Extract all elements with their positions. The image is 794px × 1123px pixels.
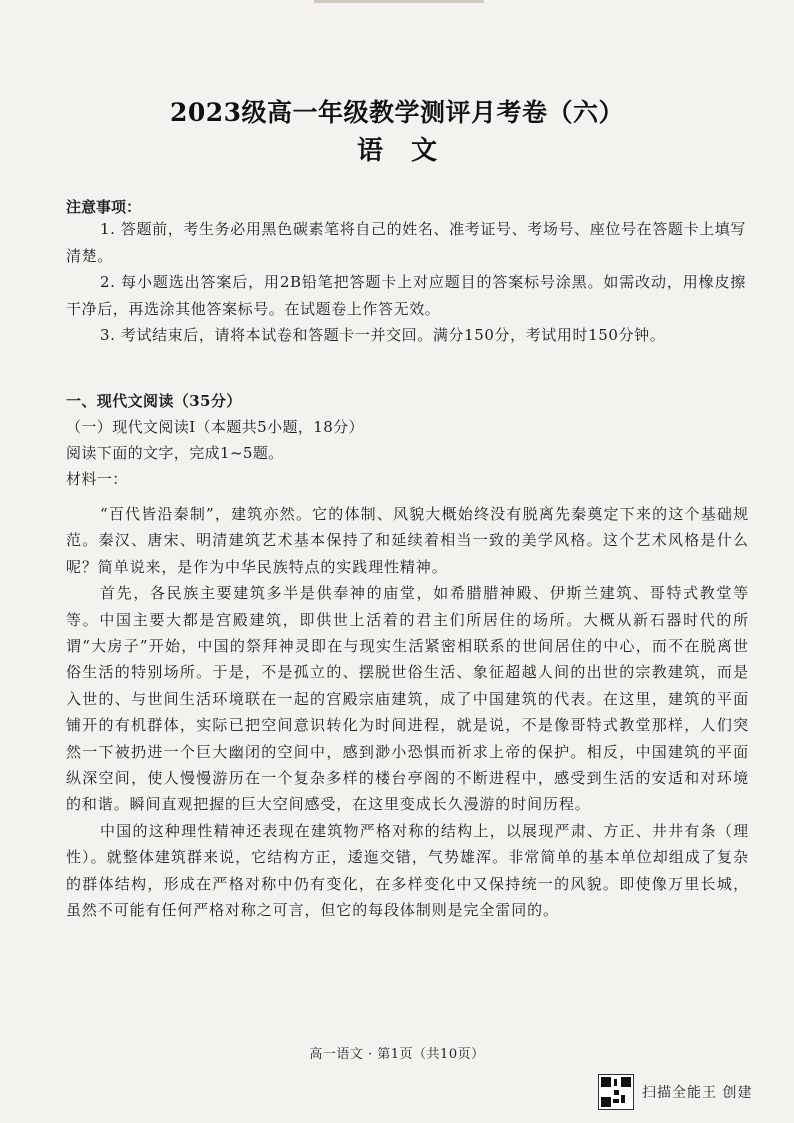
notice-list [66, 216, 746, 349]
instruction: 阅读下面的文字，完成1~5题。 [66, 444, 284, 462]
part-title: 一、现代文阅读（35分） [66, 392, 242, 410]
notice-item: 2. 每小题选出答案后，用2B铅笔把答题卡上对应题目的答案标号涂黑。如需改动，用橡皮擦干净后，再选涂其他答案标号。在试题卷上作答无效。 [66, 273, 746, 318]
watermark-text: 扫描全能王 创建 [642, 1085, 753, 1101]
material-label: 材料一： [66, 470, 128, 488]
passage [66, 501, 749, 924]
notice-item: 1. 答题前，考生务必用黑色碳素笔将自己的姓名、准考证号、考场号、座位号在答题卡上填写清楚。 [66, 220, 746, 265]
notice-heading: 注意事项： [66, 198, 142, 216]
sub-title: （一）现代文阅读Ⅰ（本题共5小题，18分） [66, 418, 364, 436]
exam-title: 2023级高一年级教学测评月考卷（六） [169, 98, 625, 127]
scanner-watermark [598, 1072, 752, 1112]
passage-paragraph: “百代皆沿秦制”，建筑亦然。它的体制、风貌大概始终没有脱离先秦奠定下来的这个基础规范。秦汉、唐宋、明清建筑艺术基本保持了和延续着相当一致的美学风格。这个艺术风格是什么呢？简单说来，是作为中华民族特点的实践理性精神。 [66, 505, 749, 576]
passage-paragraph: 首先，各民族主要建筑多半是供奉神的庙堂，如希腊腊神殿、伊斯兰建筑、哥特式教堂等等。中国主要大都是宫殿建筑，即供世上活着的君主们所居住的场所。大概从新石器时代的所谓“大房子”开始，中国的祭拜神灵即在与现实生活紧密相联系的世间居住的中心，而不在脱离世俗生活的特别场所。于是，不是孤立的、摆脱世俗生活、象征超越人间的出世的宗教建筑，而是入世的、与世间生活环境联在一起的宫殿宗庙建筑，成了中国建筑的代表。在这里，建筑的平面铺开的有机群体，实际已把空间意识转化为时间进程，就是说，不是像哥特式教堂那样，人们突然一下被扔进一个巨大幽闭的空间中，感到渺小恐惧而祈求上帝的保护。相反，中国建筑的平面纵深空间，使人慢慢游历在一个复杂多样的楼台亭阁的不断进程中，感受到生活的安适和对环境的和谐。瞬间直观把握的巨大空间感受，在这里变成长久漫游的时间历程。 [66, 584, 749, 814]
section-header [66, 388, 746, 492]
qr-code-icon [598, 1074, 634, 1110]
page-footer: 高一语文 · 第1页（共10页） [309, 1047, 485, 1062]
subject-title: 语文 [356, 136, 465, 166]
notice-item: 3. 考试结束后，请将本试卷和答题卡一并交回。满分150分，考试用时150分钟。 [100, 326, 666, 344]
passage-paragraph: 中国的这种理性精神还表现在建筑物严格对称的结构上，以展现严肃、方正、井井有条（理性）。就整体建筑群来说，它结构方正，逶迤交错，气势雄浑。非常简单的基本单位却组成了复杂的群体结构，形成在严格对称中仍有变化，在多样变化中又保持统一的风貌。即使像万里长城，虽然不可能有任何严格对称之可言，但它的每段体制则是完全雷同的。 [66, 821, 749, 920]
scan-edge [314, 0, 484, 3]
